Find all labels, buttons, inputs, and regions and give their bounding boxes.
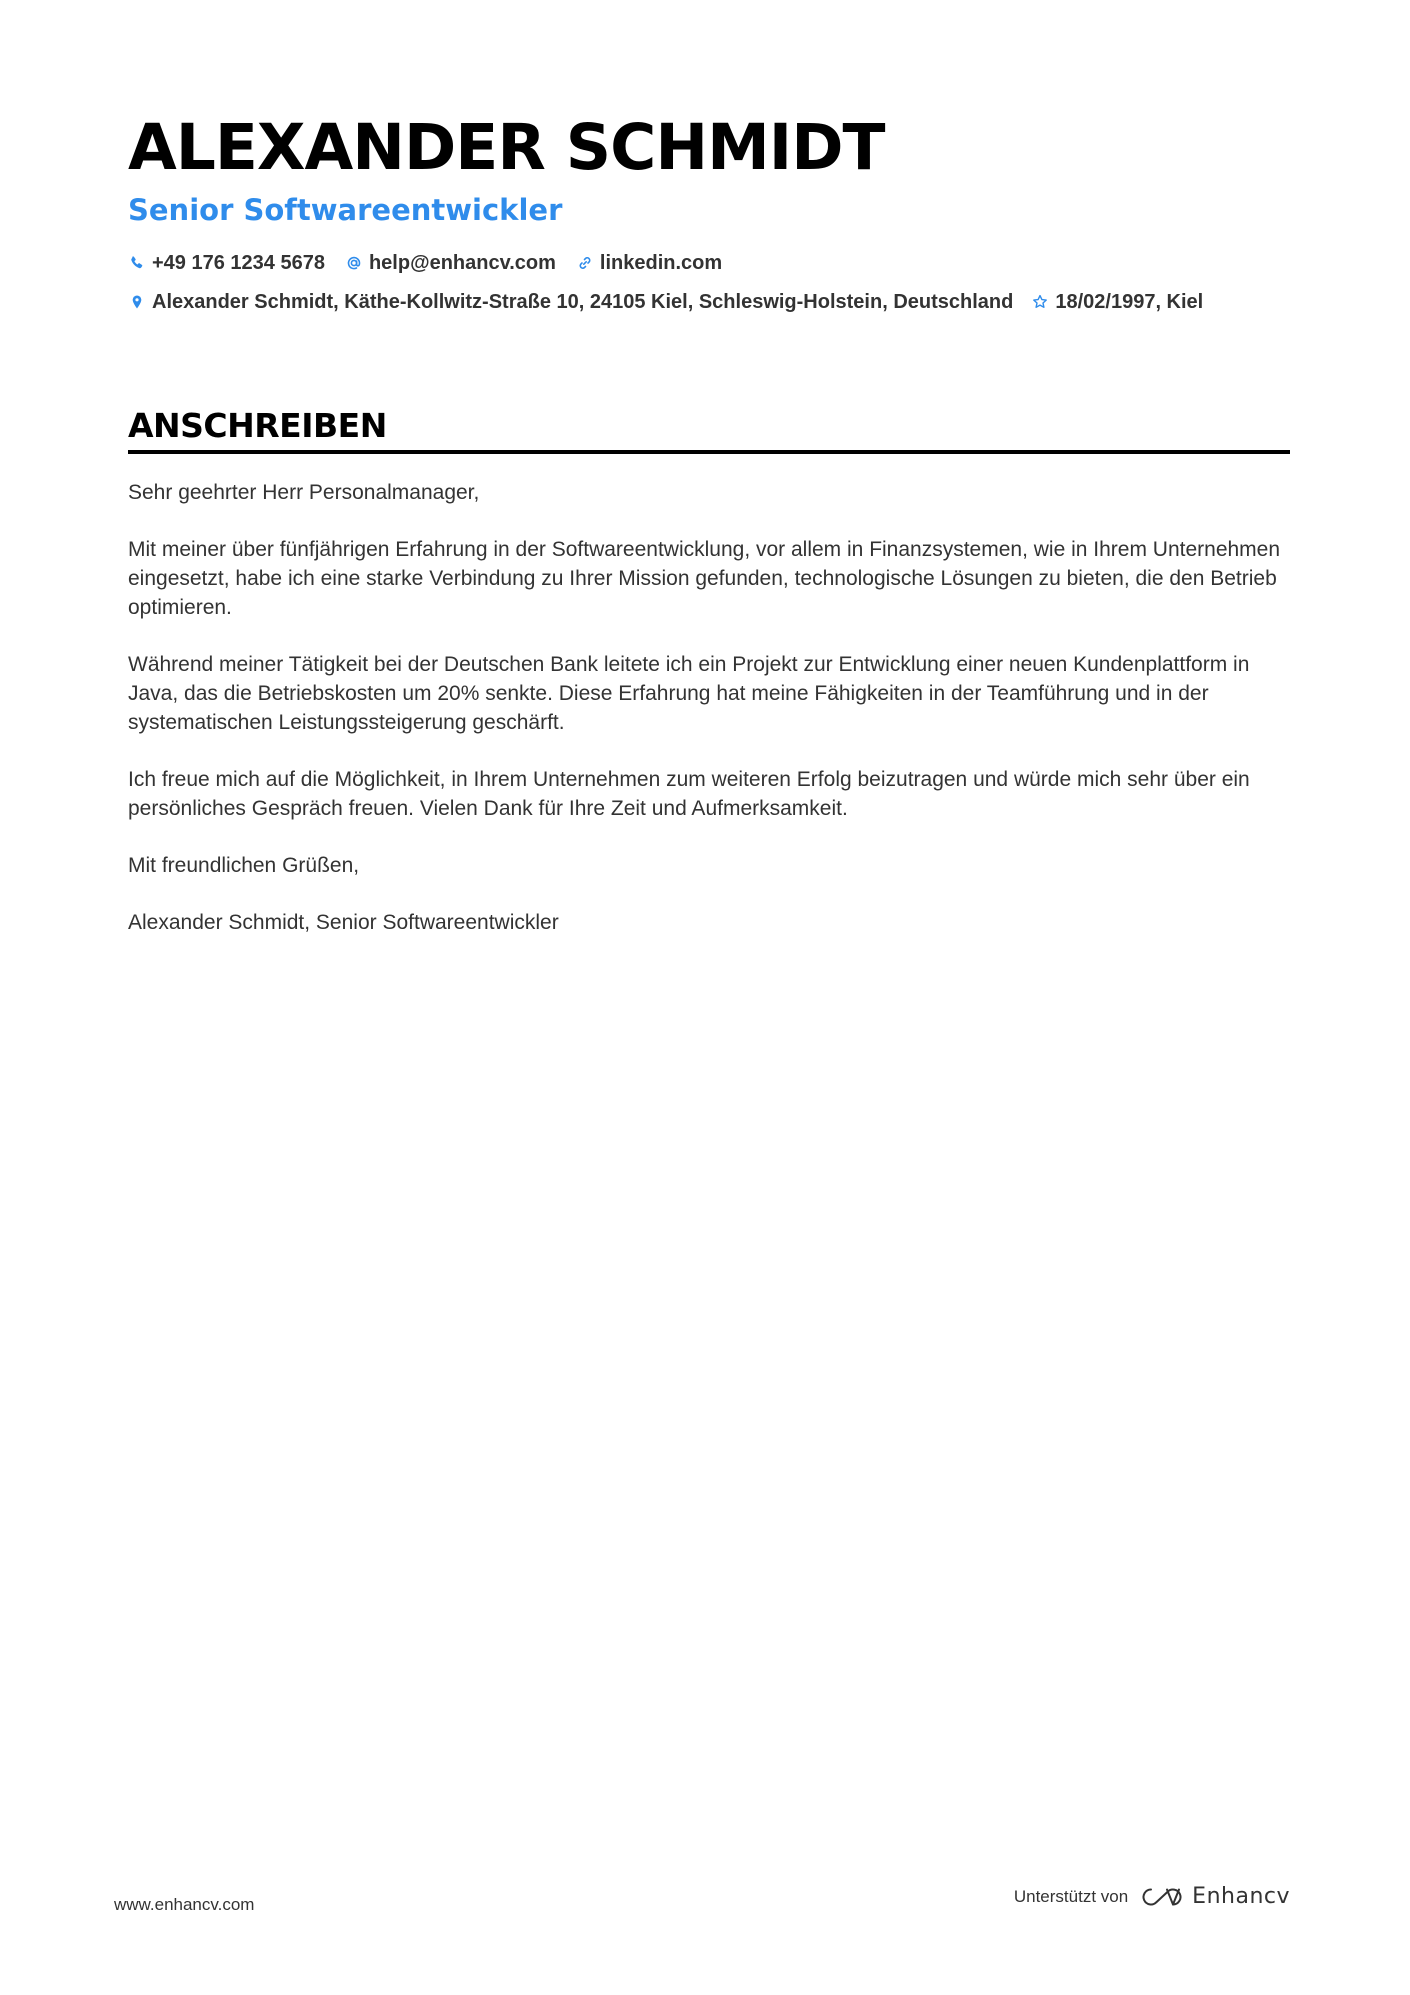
contact-address-text: Alexander Schmidt, Käthe-Kollwitz-Straße 10, 24105 Kiel, Schleswig-Holstein, Deutschland xyxy=(152,290,1014,313)
powered-by-text: Unterstützt von xyxy=(1013,1886,1129,1906)
at-icon xyxy=(345,254,363,272)
location-icon xyxy=(128,293,146,311)
job-title: Senior Softwareentwickler xyxy=(128,193,563,227)
brand-name: Enhancv xyxy=(1192,1884,1290,1909)
letter-signature: Alexander Schmidt, Senior Softwareentwickler xyxy=(128,911,559,934)
cover-letter-section xyxy=(128,404,1290,965)
letter-closing: Mit freundlichen Grüßen, xyxy=(128,854,360,877)
phone-icon xyxy=(128,254,146,272)
letter-paragraph-2: Während meiner Tätigkeit bei der Deutschen Bank leitete ich ein Projekt zur Entwicklung einer neuen Kundenplattform in Java, das die Betriebskosten um 20% senkte. Diese Erfahrung hat meine Fähigkeiten in der Teamführung und in der systematischen Leistungssteigerung geschärft. xyxy=(128,653,1250,734)
section-title: ANSCHREIBEN xyxy=(128,406,387,445)
contact-email[interactable] xyxy=(345,252,556,275)
header xyxy=(128,108,1288,317)
section-divider xyxy=(128,450,1290,454)
contact-birth-text: 18/02/1997, Kiel xyxy=(1055,290,1204,313)
contact-linkedin[interactable] xyxy=(576,252,722,275)
letter-paragraph-3: Ich freue mich auf die Möglichkeit, in Ihrem Unternehmen zum weiteren Erfolg beizutragen und würde mich sehr über ein persönliches Gespräch freuen. Vielen Dank für Ihre Zeit und Aufmerksamkeit. xyxy=(128,768,1250,820)
letter-body xyxy=(128,478,1290,937)
contact-phone xyxy=(128,252,325,275)
star-icon xyxy=(1031,293,1049,311)
footer-website[interactable]: www.enhancv.com xyxy=(114,1895,255,1914)
contact-row-1 xyxy=(128,248,1288,278)
candidate-name: ALEXANDER SCHMIDT xyxy=(128,111,885,184)
link-icon xyxy=(576,254,594,272)
contact-row-2 xyxy=(128,287,1288,317)
enhancv-logo-icon xyxy=(1140,1885,1184,1909)
letter-paragraph-1: Mit meiner über fünfjährigen Erfahrung in der Softwareentwicklung, vor allem in Finanzsystemen, wie in Ihrem Unternehmen eingesetzt, habe ich eine starke Verbindung zu Ihrer Mission gefunden, technologische Lösungen zu bieten, die den Betrieb optimieren. xyxy=(128,538,1281,619)
contact-address xyxy=(128,291,1013,314)
contact-email-text[interactable]: help@enhancv.com xyxy=(368,251,556,274)
contact-phone-text: +49 176 1234 5678 xyxy=(152,251,325,274)
footer-branding xyxy=(1014,1884,1290,1909)
contact-linkedin-text[interactable]: linkedin.com xyxy=(599,251,723,274)
letter-salutation: Sehr geehrter Herr Personalmanager, xyxy=(128,481,480,504)
contact-birth xyxy=(1031,291,1203,314)
